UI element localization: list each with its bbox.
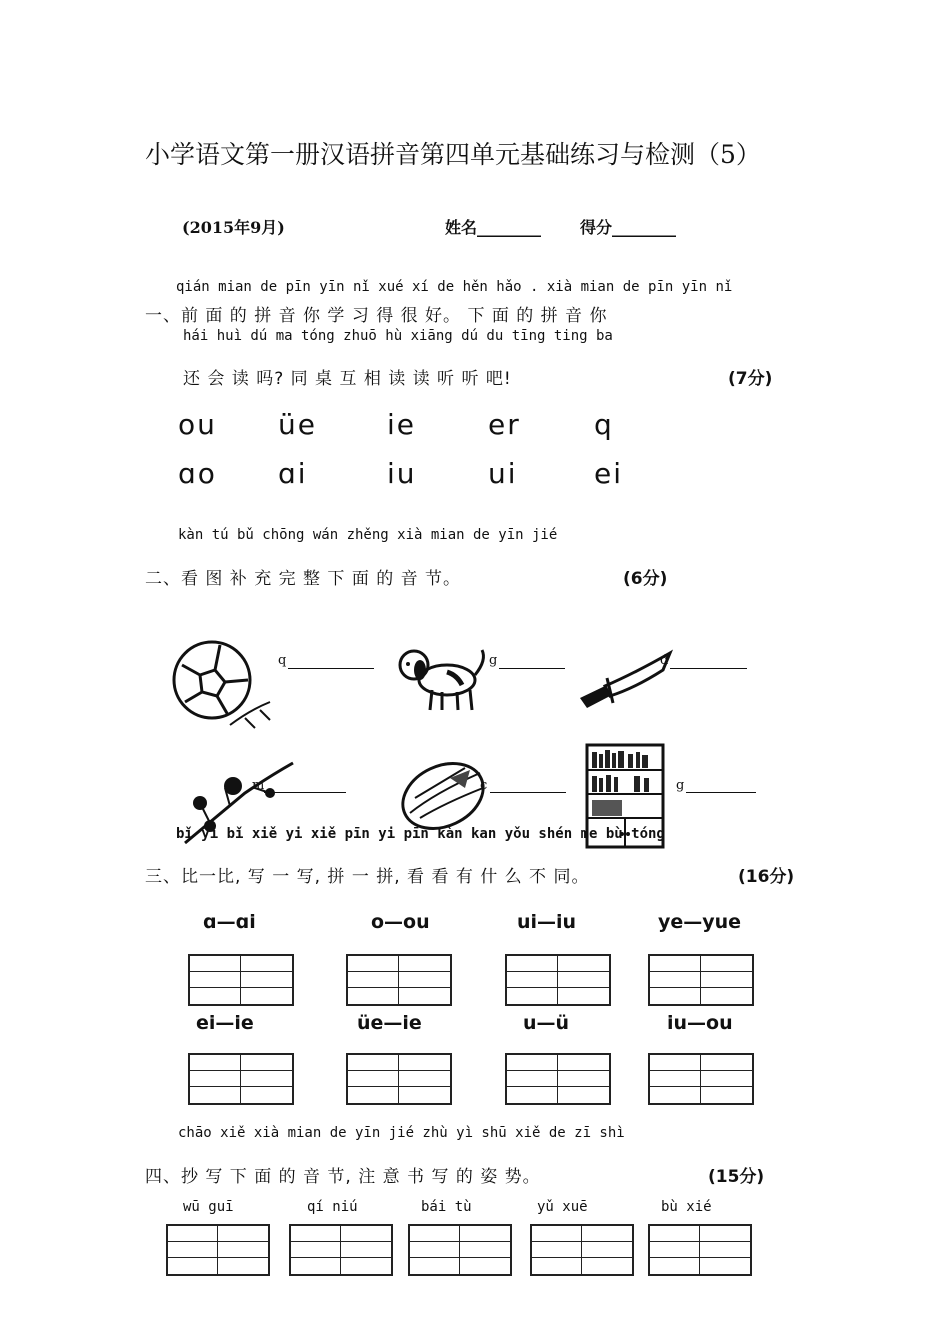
football-icon — [170, 640, 280, 735]
vowel-pair: üe—ie — [357, 1012, 422, 1034]
writing-grid[interactable] — [408, 1224, 512, 1276]
writing-grid[interactable] — [505, 954, 611, 1006]
writing-grid[interactable] — [188, 1053, 294, 1105]
q4-score: (15分) — [708, 1167, 765, 1187]
vowel-pair: iu—ou — [667, 1012, 733, 1034]
q2-score: (6分) — [623, 569, 668, 589]
blank-initial: m — [252, 778, 265, 793]
q1-pinyin-2: hái huì dú ma tóng zhuō hù xiāng dú du tīng ting ba — [183, 328, 613, 344]
vowel-pair: o—ou — [371, 911, 430, 933]
writing-grid[interactable] — [505, 1053, 611, 1105]
blank-initial: g — [676, 778, 685, 793]
writing-grid[interactable] — [346, 954, 452, 1006]
q3-text: 三、比一比, 写 一 写, 拼 一 拼, 看 看 有 什 么 不 同。 — [145, 867, 590, 887]
vowel-pair: ei—ie — [196, 1012, 254, 1034]
vowel-pair: ui—iu — [517, 911, 577, 933]
date-label: (2015年9月) — [182, 218, 285, 237]
q1-item: ui — [488, 457, 518, 490]
answer-blank[interactable] — [670, 668, 747, 669]
writing-grid[interactable] — [188, 954, 294, 1006]
cabbage-icon — [395, 758, 490, 833]
blank-initial: g — [489, 653, 498, 668]
writing-grid[interactable] — [648, 954, 754, 1006]
copy-word: wū guī — [183, 1199, 234, 1215]
dog-icon — [392, 640, 492, 715]
q2-text: 二、看 图 补 充 完 整 下 面 的 音 节。 — [145, 569, 462, 589]
writing-grid[interactable] — [166, 1224, 270, 1276]
writing-grid[interactable] — [648, 1053, 754, 1105]
copy-word: bù xié — [661, 1199, 712, 1215]
blank-initial: q — [278, 653, 287, 668]
score-field[interactable]: 得分________ — [580, 218, 677, 237]
q1-item: ou — [178, 408, 217, 441]
writing-grid[interactable] — [648, 1224, 752, 1276]
name-field[interactable]: 姓名________ — [445, 218, 542, 237]
blank-initial: d — [660, 653, 669, 668]
q4-pinyin: chāo xiě xià mian de yīn jié zhù yì shū xiě de zī shì — [178, 1125, 625, 1141]
blank-initial: c — [480, 778, 488, 793]
copy-word: qí niú — [307, 1199, 358, 1215]
q1-text-2: 还 会 读 吗? 同 桌 互 相 读 读 听 听 吧! — [183, 369, 512, 389]
q2-pinyin: kàn tú bǔ chōng wán zhěng xià mian de yīn jié — [178, 527, 558, 543]
vowel-pair: ye—yue — [658, 911, 742, 933]
q1-item: iu — [387, 457, 417, 490]
answer-blank[interactable] — [264, 792, 346, 793]
writing-grid[interactable] — [289, 1224, 393, 1276]
writing-grid[interactable] — [530, 1224, 634, 1276]
answer-blank[interactable] — [686, 792, 756, 793]
q1-item: ɑi — [278, 457, 308, 490]
q3-pinyin: bǐ yi bǐ xiě yi xiě pīn yi pīn kàn kan yǒu shén me bù tóng — [176, 826, 665, 842]
q3-score: (16分) — [738, 867, 795, 887]
answer-blank[interactable] — [490, 792, 566, 793]
answer-blank[interactable] — [499, 668, 565, 669]
answer-blank[interactable] — [288, 668, 374, 669]
vowel-pair: ɑ—ɑi — [203, 911, 256, 933]
q1-item: ɑo — [178, 457, 217, 490]
vowel-pair: u—ü — [523, 1012, 570, 1034]
copy-word: bái tù — [421, 1199, 472, 1215]
writing-grid[interactable] — [346, 1053, 452, 1105]
q1-item: üe — [278, 408, 317, 441]
q1-item: ie — [387, 408, 417, 441]
q1-text-1: 一、前 面 的 拼 音 你 学 习 得 很 好。 下 面 的 拼 音 你 — [145, 306, 608, 326]
q1-item: q — [594, 408, 614, 441]
q1-pinyin-1: qián mian de pīn yīn nǐ xué xí de hěn hǎo . xià mian de pīn yīn nǐ — [176, 279, 733, 295]
q1-score: (7分) — [728, 369, 773, 389]
copy-word: yǔ xuē — [537, 1199, 588, 1215]
page-title: 小学语文第一册汉语拼音第四单元基础练习与检测（5） — [145, 140, 761, 169]
q1-item: ei — [594, 457, 624, 490]
q4-text: 四、抄 写 下 面 的 音 节, 注 意 书 写 的 姿 势。 — [145, 1167, 541, 1187]
q1-item: er — [488, 408, 521, 441]
